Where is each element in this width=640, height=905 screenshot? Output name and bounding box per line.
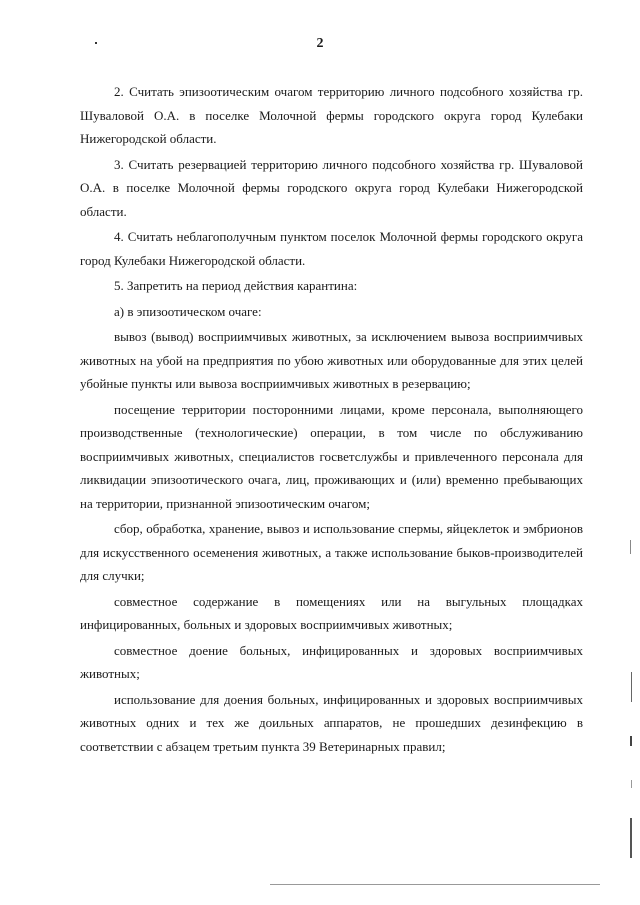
scan-edge-mark [631, 672, 632, 702]
paragraph-5a: а) в эпизоотическом очаге: [114, 303, 262, 319]
paragraph-4: 4. Считать неблагополучным пунктом поселок Молочной фермы городского округа город Кулебаки Нижегородской области. [80, 229, 583, 268]
scan-edge-mark [630, 540, 631, 554]
scan-edge-mark [630, 818, 632, 858]
paragraph-equipment: использование для доения больных, инфицированных и здоровых восприимчивых животных одних и тех же доильных аппаратов, не прошедших дезинфекцию в соответствии с абзацем третьим пункта 39 Ветеринарных правил; [80, 691, 583, 754]
document-body [80, 80, 583, 760]
paragraph-visits: посещение территории посторонними лицами, кроме персонала, выполняющего производственные (технологические) операции, в том числе по обслуживанию восприимчивых животных, специалистов госветслужбы и привлеченного персонала для ликвидации эпизоотического очага, лиц, проживающих и (или) временно пребывающих на территории, признанной эпизоотическим очагом; [80, 401, 583, 511]
paragraph-sperm: сбор, обработка, хранение, вывоз и использование спермы, яйцеклеток и эмбрионов для искусственного осеменения животных, а также использование быков-производителей для случки; [80, 521, 583, 583]
paragraph-5: 5. Запретить на период действия карантина: [114, 278, 358, 293]
page-number: 2 [316, 36, 324, 51]
paragraph-3: 3. Считать резервацией территорию личного подсобного хозяйства гр. Шуваловой О.А. в поселке Молочной фермы городского округа город Кулебаки Нижегородской области. [80, 156, 583, 219]
scan-edge-mark [631, 780, 632, 788]
bottom-scan-line [270, 884, 600, 885]
paragraph-milking: совместное доение больных, инфицированных и здоровых восприимчивых животных; [80, 642, 583, 681]
scan-edge-mark [630, 736, 632, 746]
paragraph-housing: совместное содержание в помещениях или на выгульных площадках инфицированных, больных и здоровых восприимчивых животных; [80, 593, 583, 632]
paragraph-2: 2. Считать эпизоотическим очагом территорию личного подсобного хозяйства гр. Шуваловой О.А. в поселке Молочной фермы городского округа город Кулебаки Нижегородской области. [80, 84, 583, 146]
paragraph-removal: вывоз (вывод) восприимчивых животных, за исключением вывоза восприимчивых животных на убой на предприятия по убою животных или оборудованные для этих целей убойные пункты или вывоза восприимчивых животных в резервацию; [80, 329, 583, 391]
